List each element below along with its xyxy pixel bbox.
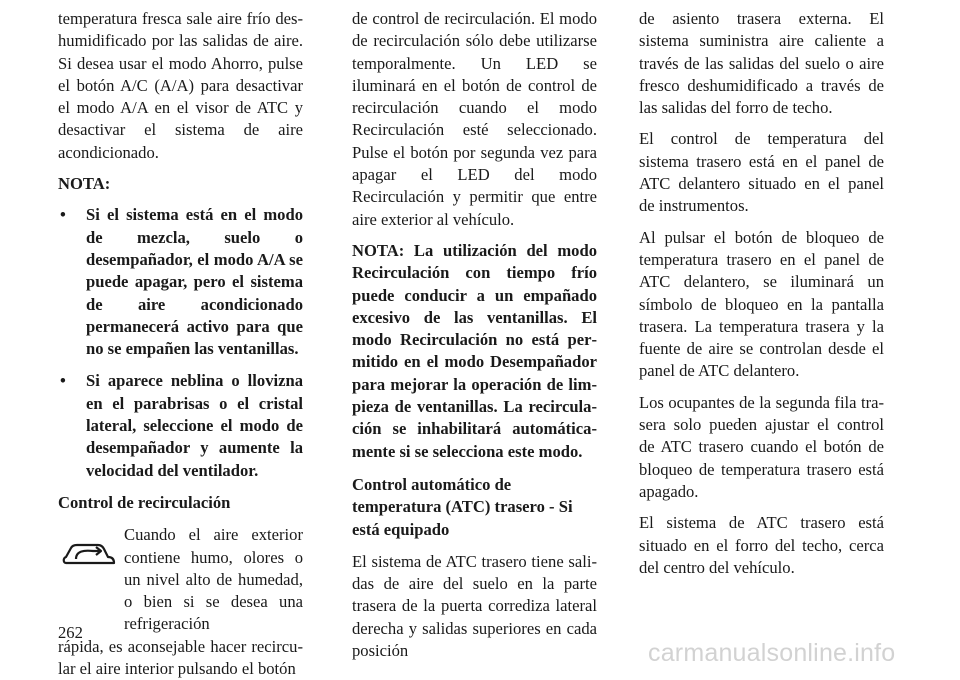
bullet-item: • Si aparece neblina o llovizna en el parabrisas o el cristal lateral, seleccione el modo de desempañador y aumente la velocidad del ventilador.: [58, 370, 303, 481]
note-paragraph: NOTA: La utilización del modo Recirculación con tiempo frío puede conducir a un empañado excesivo de las ventanillas. El modo Recirculación no está permitido en el modo Desempañador para mejorar la operación de limpieza de ventanillas. La recirculación se inhabilitará automáticamente si se selecciona este modo.: [352, 240, 597, 461]
bullet-item: • Si el sistema está en el modo de mezcla, suelo o desempañador, el modo A/A se puede apagar, pero el sistema de aire acondicionado permanecerá activo para que no se empañen las ventanillas.: [58, 204, 303, 360]
paragraph: Al pulsar el botón de bloqueo de temperatura trasero en el panel de ATC delantero, se iluminará un símbolo de bloqueo en la pantalla trasera. La temperatura trasera y la fuente de aire se controlan desde el panel de ATC delantero.: [639, 227, 884, 381]
section-heading-rear-atc: Control automático de temperatura (ATC) trasero - Si está equipado: [352, 474, 573, 539]
paragraph: de control de recirculación. El modo de recirculación sólo debe utilizarse temporalmente. Un LED se iluminará en el botón de control de recirculación cuando el modo Recirculación esté seleccionado. Pulse el botón por segunda vez para apagar el LED del modo Recirculación y permitir que entre aire exterior al vehículo.: [352, 9, 597, 229]
paragraph: temperatura fresca sale aire frío deshumidificado por las salidas de aire. Si desea usar el modo Ahorro, pulse el botón A/C (A/A) para desactivar el modo A/A en el visor de ATC y desactivar el sistema de aire acondicionado.: [58, 9, 303, 162]
paragraph: Cuando el aire exterior contiene humo, olores o un nivel alto de humedad, o bien si se desea una refrigeración: [124, 525, 303, 634]
page-number: 262: [58, 623, 83, 642]
note-label: NOTA:: [58, 174, 111, 194]
column-middle: [352, 8, 597, 671]
watermark-text: carmanualsonline.info: [648, 639, 896, 667]
section-heading-recirculation: Control de recirculación: [58, 492, 231, 512]
recirculation-block: [58, 524, 303, 680]
paragraph: El sistema de ATC trasero tiene salidas de aire del suelo en la parte trasera de la puerta corrediza lateral derecha y salidas superiores en cada posición: [352, 551, 597, 661]
paragraph: de asiento trasera externa. El sistema suministra aire caliente a través de las salidas del suelo o aire fresco deshumidificado a través de las salidas del forro de techo.: [639, 9, 884, 118]
column-left: [58, 8, 303, 680]
column-right: [639, 8, 884, 588]
paragraph: El sistema de ATC trasero está situado en el forro del techo, cerca del centro del vehículo.: [639, 513, 884, 577]
paragraph: El control de temperatura del sistema trasero está en el panel de ATC delantero situado en el panel de instrumentos.: [639, 129, 884, 216]
recirculation-icon: [58, 524, 120, 584]
note-bullet-list: [58, 204, 303, 482]
paragraph: rápida, es aconsejable hacer recircular el aire interior pulsando el botón: [58, 636, 303, 679]
paragraph: Los ocupantes de la segunda fila trasera solo pueden ajustar el control de ATC trasero cuando el botón de bloqueo de temperatura trasero está apagado.: [639, 392, 884, 501]
